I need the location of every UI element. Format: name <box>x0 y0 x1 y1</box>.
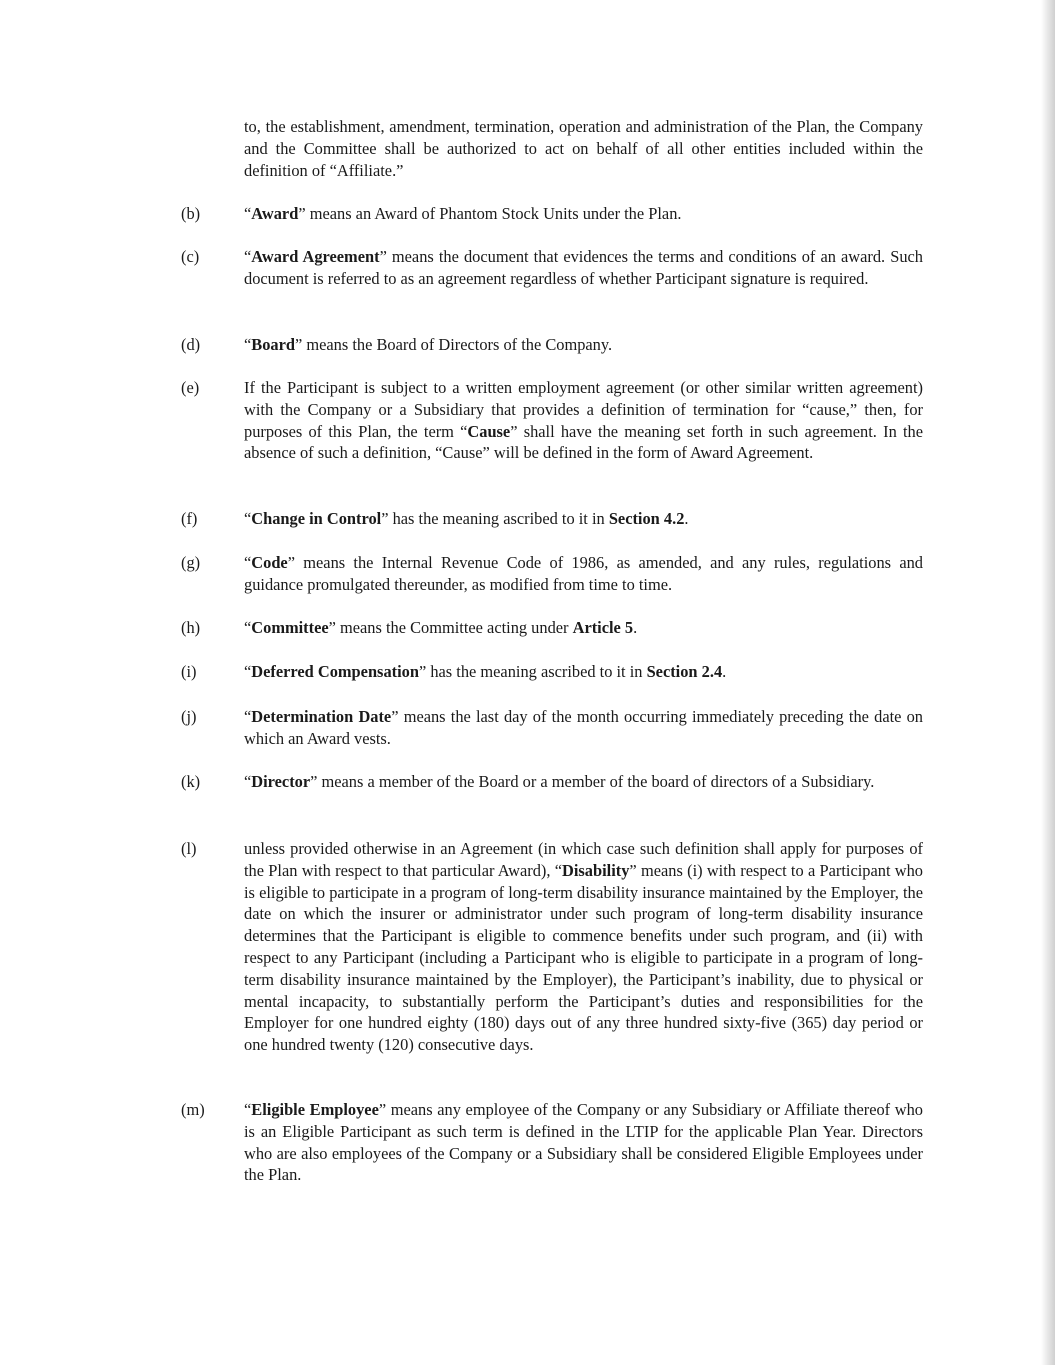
definition-text: “Eligible Employee” means any employee of the Company or any Subsidiary or Affiliate thereof who is an Eligible Participant as such term is defined in the LTIP for the applicable Plan Year. Directors who are also employees of the Company or a Subsidiary shall be considered Eligible Employees under the Plan. <box>244 1100 923 1185</box>
defined-term: Change in Control <box>251 509 382 528</box>
definition-text: If the Participant is subject to a written employment agreement (or other similar written agreement) with the Company or a Subsidiary that provides a definition of termination for “cause,” then, for purposes of this Plan, the term “Cause” shall have the meaning set forth in such agreement. In the absence of such a definition, “Cause” will be defined in the form of Award Agreement. <box>244 378 923 463</box>
definition-text: “Award Agreement” means the document that evidences the terms and conditions of an award. Such document is referred to as an agreement regardless of whether Participant signature is required. <box>244 247 923 288</box>
defined-term: Award <box>251 204 299 223</box>
defined-term: Deferred Compensation <box>251 662 419 681</box>
definition-label: (g) <box>181 553 201 572</box>
defined-term: Eligible Employee <box>251 1100 379 1119</box>
definition-label: (b) <box>181 204 201 223</box>
defined-term: Board <box>251 335 295 354</box>
definition-text: “Committee” means the Committee acting under Article 5. <box>244 618 638 637</box>
definition-label: (h) <box>181 618 201 637</box>
article-reference: Article 5 <box>572 618 634 637</box>
defined-term: Code <box>251 553 288 572</box>
definition-label: (m) <box>181 1100 205 1119</box>
definition-text: unless provided otherwise in an Agreement (in which case such definition shall apply for purposes of the Plan with respect to that particular Award), “Disability” means (i) with respect to a Participant who is eligible to participate in a program of long-term disability insurance maintained by the Employer, the date on which the insurer or administrator under such program of long-term disability insurance determines that the Participant is eligible to commence benefits under such program, and (ii) with respect to any Participant (including a Participant who is eligible to participate in a program of long-term disability insurance maintained by the Employer), the Participant’s inability, due to physical or mental incapacity, to substantially perform the Participant’s duties and responsibilities for the Employer for one hundred eighty (180) days out of any three hundred sixty-five (365) day period or one hundred twenty (120) consecutive days. <box>244 839 923 1055</box>
definition-label: (d) <box>181 335 201 354</box>
defined-term: Director <box>251 772 311 791</box>
defined-term: Disability <box>562 860 630 880</box>
scan-page-edge <box>1041 0 1055 1365</box>
definition-text: “Deferred Compensation” has the meaning ascribed to it in Section 2.4. <box>244 662 727 681</box>
definition-text: “Award” means an Award of Phantom Stock Units under the Plan. <box>244 204 682 223</box>
defined-term: Determination Date <box>251 707 392 726</box>
definition-label: (e) <box>181 378 200 397</box>
section-reference: Section 2.4 <box>646 662 723 681</box>
section-reference: Section 4.2 <box>608 509 685 528</box>
defined-term: Award Agreement <box>251 247 380 266</box>
definition-label: (c) <box>181 247 200 266</box>
definition-label: (f) <box>181 509 198 528</box>
intro-paragraph: to, the establishment, amendment, termination, operation and administration of the Plan, the Company and the Committee shall be authorized to act on behalf of all other entities included within the definition of “Affiliate.” <box>244 117 923 180</box>
definition-label: (j) <box>181 707 197 726</box>
definition-label: (l) <box>181 839 197 858</box>
definition-text: “Determination Date” means the last day of the month occurring immediately preceding the date on which an Award vests. <box>244 707 924 748</box>
defined-term: Committee <box>251 618 329 637</box>
definition-text: “Code” means the Internal Revenue Code of 1986, as amended, and any rules, regulations and guidance promulgated thereunder, as modified from time to time. <box>244 553 923 594</box>
defined-term: Cause <box>467 421 511 441</box>
definition-label: (i) <box>181 662 197 681</box>
definition-label: (k) <box>181 772 201 791</box>
definition-text: “Board” means the Board of Directors of the Company. <box>244 335 613 354</box>
definition-text: “Change in Control” has the meaning ascribed to it in Section 4.2. <box>244 509 689 528</box>
definition-text: “Director” means a member of the Board or a member of the board of directors of a Subsidiary. <box>244 772 875 791</box>
